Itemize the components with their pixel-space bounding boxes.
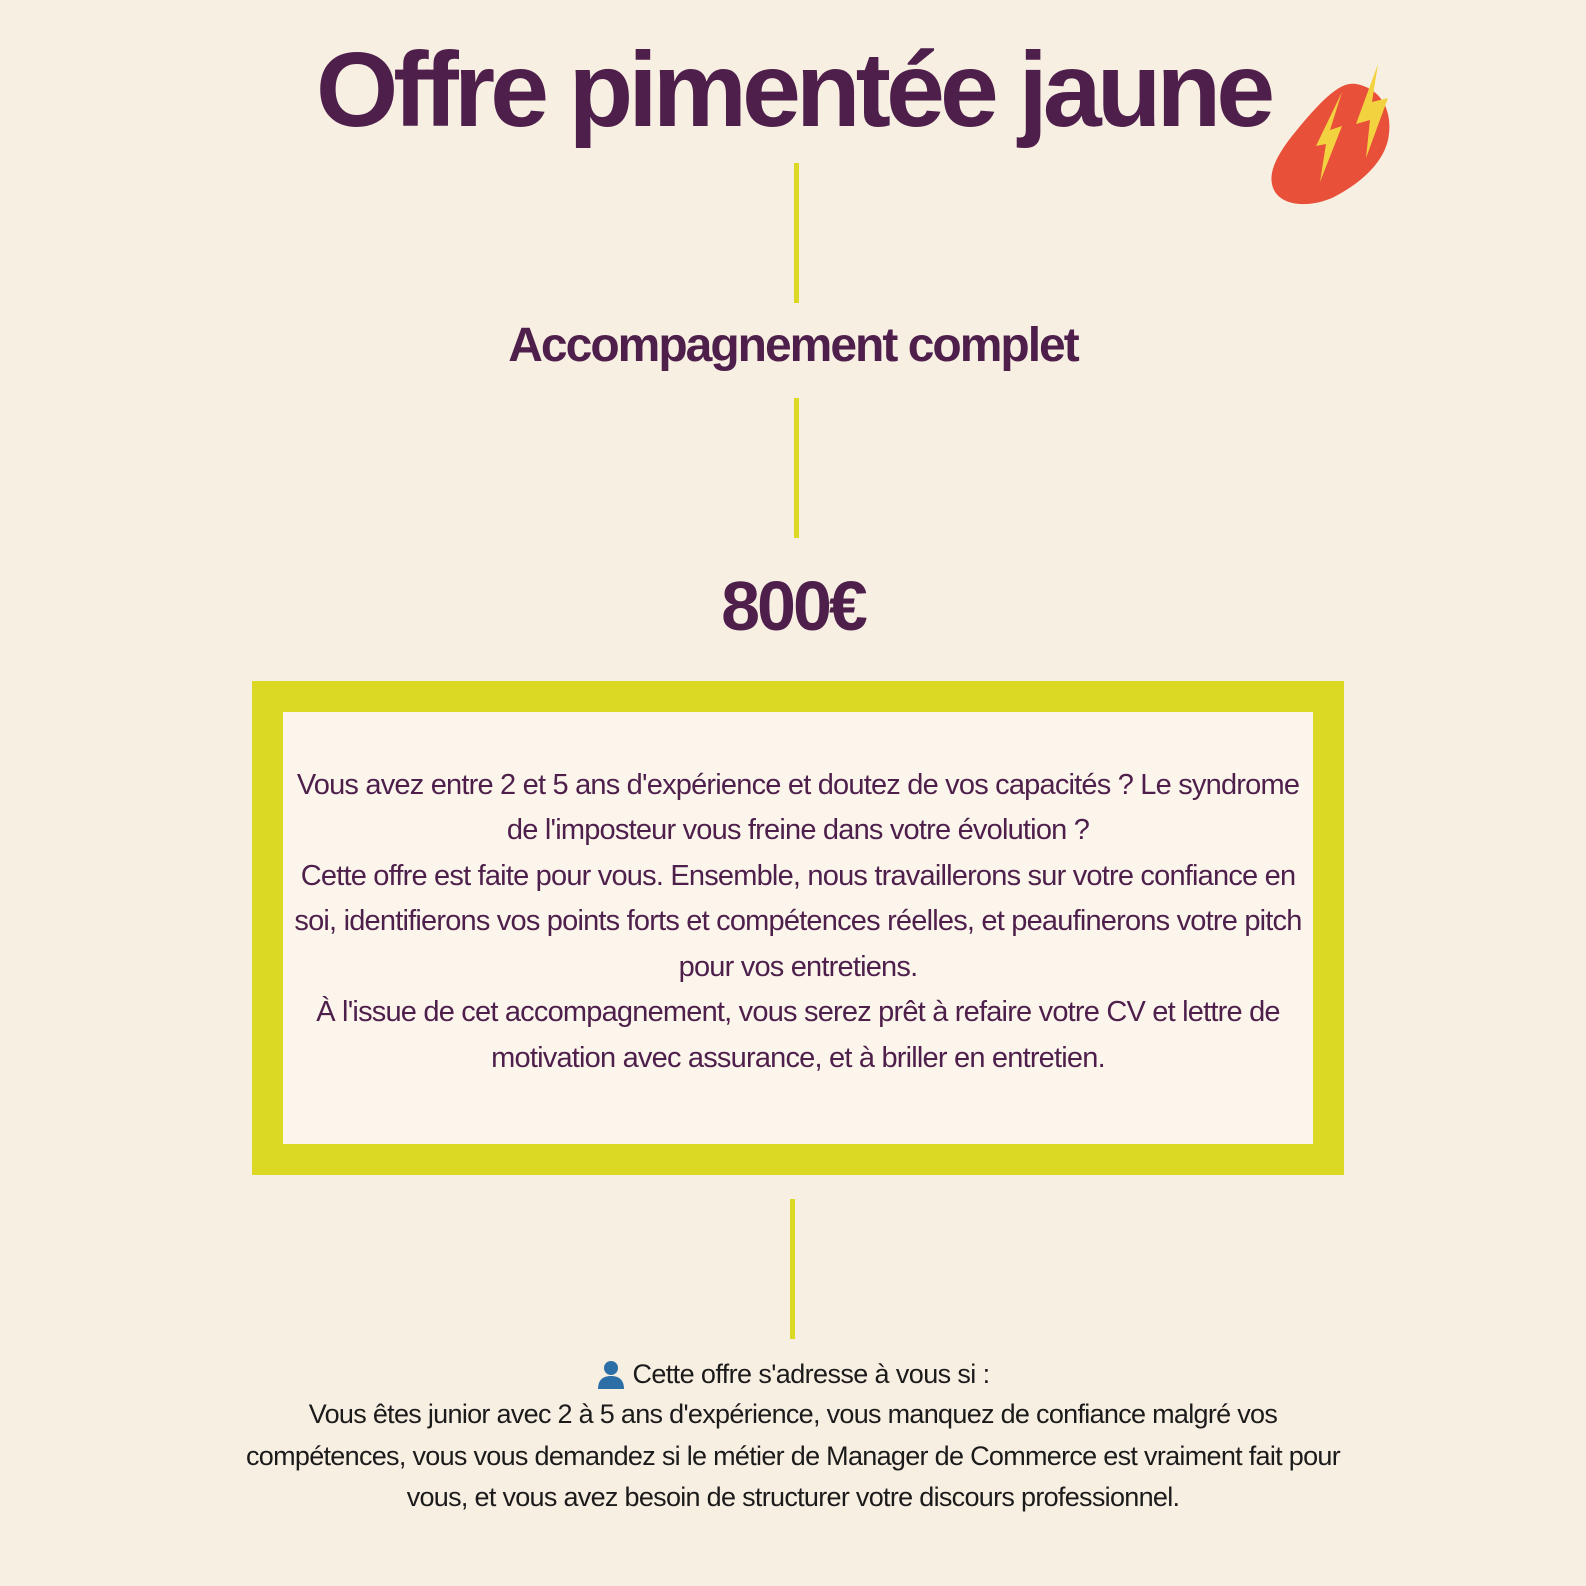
target-heading: Cette offre s'adresse à vous si :	[632, 1359, 990, 1389]
description-paragraph: Vous avez entre 2 et 5 ans d'expérience et doutez de vos capacités ? Le syndrome de l'imposteur vous freine dans votre évolution ?	[296, 768, 1300, 847]
person-icon	[596, 1359, 626, 1389]
target-heading-row	[596, 1354, 989, 1394]
description-paragraph: Cette offre est faite pour vous. Ensemble, nous travaillerons sur votre confiance en soi, identifierons vos points forts et compétences réelles, et peaufinerons votre pitch pour vos entretiens.	[294, 859, 1302, 983]
connector-line-3	[790, 1199, 795, 1339]
connector-line-2	[794, 398, 799, 538]
offer-price: 800€	[721, 567, 865, 645]
target-description: Vous êtes junior avec 2 à 5 ans d'expérience, vous manquez de confiance malgré vos compétences, vous vous demandez si le métier de Manager de Commerce est vraiment fait pour vous, et vous avez besoin de structurer votre discours professionnel.	[245, 1399, 1341, 1512]
chili-pepper-icon	[1270, 58, 1396, 208]
offer-subtitle: Accompagnement complet	[508, 319, 1078, 372]
description-box	[252, 681, 1344, 1175]
description-paragraph: À l'issue de cet accompagnement, vous serez prêt à refaire votre CV et lettre de motivation avec assurance, et à briller en entretien.	[316, 996, 1280, 1074]
connector-line-1	[794, 163, 799, 303]
target-audience-section	[0, 1354, 1586, 1519]
offer-title: Offre pimentée jaune	[315, 31, 1271, 149]
